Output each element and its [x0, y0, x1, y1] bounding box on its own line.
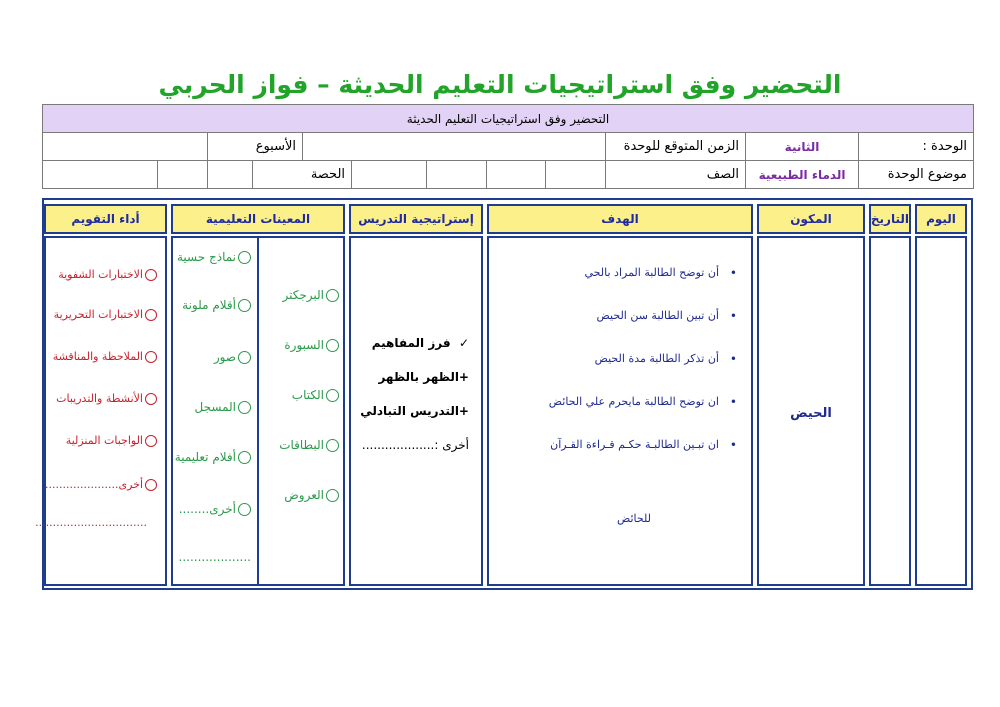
- check-icon: ✓: [458, 336, 469, 350]
- assessment-item: الاختبارات الشفوية: [58, 268, 157, 281]
- circle-icon: [145, 479, 157, 491]
- goal-item: • ان توضح الطالبة مايحرم علي الحائض: [548, 395, 737, 409]
- assessment-cell: [35, 236, 167, 586]
- circle-icon: [326, 489, 339, 502]
- circle-icon: [238, 401, 251, 414]
- grade-cell-4: [352, 161, 427, 189]
- circle-icon: [145, 351, 157, 363]
- day-cell: [915, 236, 967, 586]
- aid-item: الكتاب: [292, 388, 339, 402]
- strategy-header: إستراتيجية التدريس: [349, 204, 483, 234]
- unit-value: الثانية: [746, 133, 859, 161]
- goal-item: • أن تذكر الطالبة مدة الحيض: [594, 352, 737, 366]
- lesson-plan-table: [35, 198, 973, 590]
- assessment-list: [35, 238, 157, 578]
- goal-header: الهدف: [487, 204, 753, 234]
- aid-item: أخرى........: [179, 502, 251, 516]
- strategy-item: فرز المفاهيم: [371, 336, 451, 350]
- strategy-cell: [349, 236, 483, 586]
- day-header: اليوم: [915, 204, 967, 234]
- aids-right-list: [263, 238, 339, 578]
- assessment-item: الأنشطة والتدريبات: [56, 392, 157, 405]
- goal-item: • أن توضح الطالبة المراد بالحي: [584, 266, 737, 280]
- week-value: [43, 133, 208, 161]
- unit-label: الوحدة :: [859, 133, 974, 161]
- grade-cell-2: [487, 161, 546, 189]
- circle-icon: [145, 269, 157, 281]
- grade-cell-1: [546, 161, 606, 189]
- circle-icon: [145, 309, 157, 321]
- aid-item: صور: [214, 350, 251, 364]
- period-cell-1: [208, 161, 253, 189]
- circle-icon: [238, 251, 251, 264]
- aid-item: نماذج حسية: [177, 250, 251, 264]
- period-cell-2: [158, 161, 208, 189]
- aids-header: المعينات التعليمية: [171, 204, 345, 234]
- grade-cell-3: [427, 161, 487, 189]
- circle-icon: [238, 299, 251, 312]
- content-cell: [757, 236, 865, 586]
- assessment-item: الاختبارات التحريرية: [54, 308, 157, 321]
- aids-left-list: [171, 238, 251, 578]
- circle-icon: [145, 435, 157, 447]
- goal-list: [499, 266, 737, 481]
- aids-dots: ...................: [178, 550, 251, 564]
- unit-header-table: [42, 104, 974, 189]
- assessment-item: أخرى.....................: [45, 478, 157, 491]
- strategy-item: +التدريس التبادلي: [360, 404, 469, 418]
- expected-time-value: [303, 133, 606, 161]
- date-header: التاريخ: [869, 204, 911, 234]
- aid-item: البطاقات: [279, 438, 339, 452]
- date-cell: [869, 236, 911, 586]
- unit-topic-label: موضوع الوحدة: [859, 161, 974, 189]
- goal-item: • أن تبين الطالبة سن الحيض: [596, 309, 737, 323]
- aid-item: أقلام ملونة: [182, 298, 251, 312]
- aids-cell: [171, 236, 345, 586]
- expected-time-label: الزمن المتوقع للوحدة: [606, 133, 746, 161]
- circle-icon: [326, 389, 339, 402]
- content-value: الحيض: [790, 406, 832, 421]
- aids-divider: [257, 238, 259, 584]
- week-label: الأسبوع: [208, 133, 303, 161]
- circle-icon: [238, 451, 251, 464]
- strategy-list: [357, 336, 469, 472]
- content-header: المكون: [757, 204, 865, 234]
- goal-item: • ان تبـين الطالبـة حكـم قـراءة القـرآن: [550, 438, 737, 452]
- header-banner: التحضير وفق استراتيجيات التعليم الحديثة: [43, 105, 974, 133]
- circle-icon: [326, 289, 339, 302]
- aid-item: السبورة: [284, 338, 339, 352]
- unit-topic-value: الدماء الطبيعية: [746, 161, 859, 189]
- goal-cell: [487, 236, 753, 586]
- page-title: التحضير وفق استراتيجيات التعليم الحديثة – فواز الحربي: [158, 70, 842, 99]
- assessment-dots: ................................: [35, 516, 147, 529]
- circle-icon: [326, 339, 339, 352]
- circle-icon: [326, 439, 339, 452]
- strategy-item: +الظهر بالظهر: [378, 370, 469, 384]
- circle-icon: [238, 503, 251, 516]
- aid-item: العروض: [284, 488, 339, 502]
- grade-label: الصف: [606, 161, 746, 189]
- aid-item: المسجل: [195, 400, 251, 414]
- aid-item: البرجكتر: [282, 288, 339, 302]
- circle-icon: [238, 351, 251, 364]
- period-label: الحصة: [253, 161, 352, 189]
- period-cell-3: [43, 161, 158, 189]
- assessment-item: الواجبات المنزلية: [66, 434, 157, 447]
- aid-item: أفلام تعليمية: [175, 450, 251, 464]
- assessment-header: أداء التقويم: [44, 204, 167, 234]
- circle-icon: [145, 393, 157, 405]
- assessment-item: الملاحظة والمناقشة: [53, 350, 157, 363]
- goal-tail: للحائض: [617, 512, 651, 525]
- strategy-other: أخرى :...................: [361, 438, 469, 452]
